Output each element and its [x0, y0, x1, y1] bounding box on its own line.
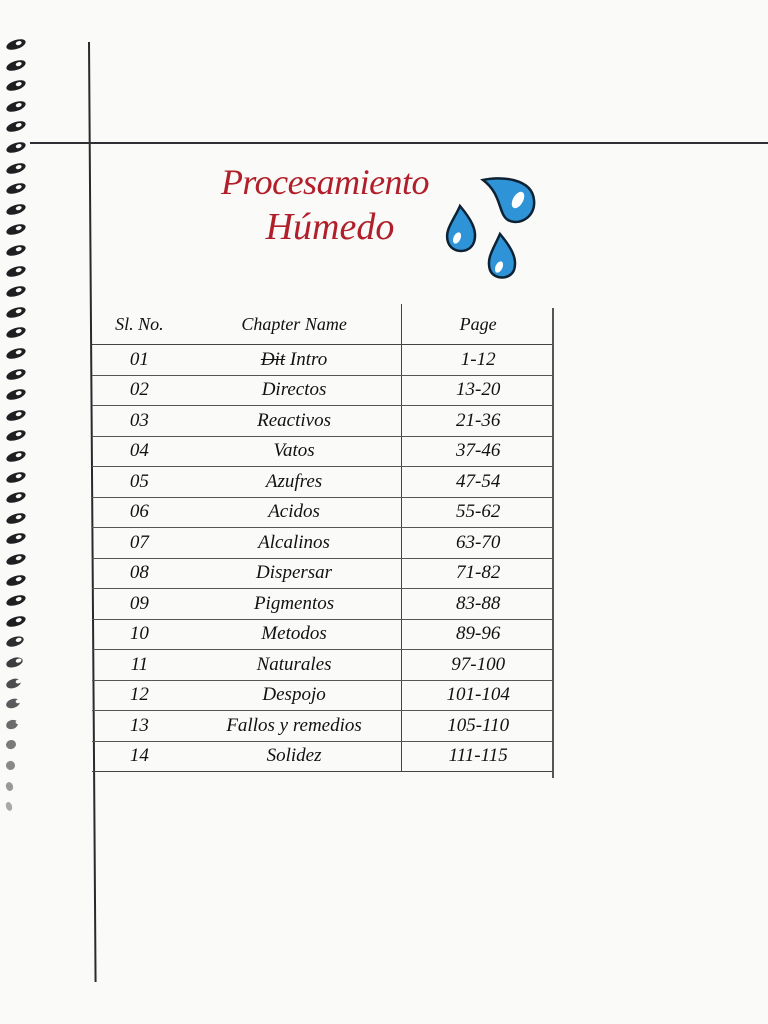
table-row — [92, 528, 554, 559]
row-chapter: Despojo — [187, 680, 402, 711]
row-chapter: Naturales — [187, 650, 402, 681]
spiral-coil — [5, 120, 27, 135]
row-number: 14 — [92, 741, 187, 772]
table-row — [92, 589, 554, 620]
spiral-binding — [0, 40, 34, 820]
title-line-2: Húmedo — [265, 205, 395, 248]
row-chapter: Acidos — [187, 497, 402, 528]
row-page: 105-110 — [402, 711, 554, 742]
spiral-coil — [5, 802, 13, 812]
row-chapter: Reactivos — [187, 406, 402, 437]
row-chapter: Solidez — [187, 741, 402, 772]
spiral-coil — [5, 470, 27, 485]
spiral-coil — [5, 37, 27, 52]
row-page: 37-46 — [402, 436, 554, 467]
spiral-coil — [5, 511, 27, 526]
spiral-coil — [5, 635, 25, 649]
table-right-border — [552, 308, 554, 778]
row-page: 97-100 — [402, 650, 554, 681]
row-number: 08 — [92, 558, 187, 589]
row-number: 11 — [92, 650, 187, 681]
spiral-coil — [5, 593, 27, 608]
page-title — [205, 163, 445, 248]
struck-text: Dit — [260, 348, 286, 370]
table-row — [92, 375, 554, 406]
spiral-coil — [5, 78, 27, 93]
spiral-coil — [5, 760, 16, 771]
table-row — [92, 497, 554, 528]
contents-table — [92, 304, 554, 772]
spiral-coil — [5, 243, 27, 258]
table-row — [92, 680, 554, 711]
row-page: 13-20 — [402, 375, 554, 406]
row-chapter: Pigmentos — [187, 589, 402, 620]
spiral-coil — [5, 676, 22, 689]
row-chapter: Vatos — [187, 436, 402, 467]
spiral-coil — [5, 387, 27, 402]
spiral-coil — [5, 264, 27, 279]
spiral-coil — [5, 781, 15, 792]
table-row — [92, 436, 554, 467]
row-chapter: Azufres — [187, 467, 402, 498]
row-number: 13 — [92, 711, 187, 742]
spiral-coil — [5, 223, 27, 238]
spiral-coil — [5, 140, 27, 155]
row-page: 89-96 — [402, 619, 554, 650]
row-number: 02 — [92, 375, 187, 406]
table-row — [92, 619, 554, 650]
table-row — [92, 406, 554, 437]
water-drops-icon — [440, 172, 540, 284]
table-row — [92, 345, 554, 376]
row-number: 06 — [92, 497, 187, 528]
row-chapter: Dispersar — [187, 558, 402, 589]
spiral-coil — [5, 284, 27, 299]
table-header-row — [92, 304, 554, 345]
row-page: 1-12 — [402, 345, 554, 376]
spiral-coil — [5, 99, 27, 114]
spiral-coil — [5, 614, 27, 629]
table-row — [92, 741, 554, 772]
row-number: 03 — [92, 406, 187, 437]
spiral-coil — [5, 552, 27, 567]
spiral-coil — [5, 181, 27, 196]
row-page: 101-104 — [402, 680, 554, 711]
header-number: Sl. No. — [92, 304, 187, 345]
spiral-coil — [5, 326, 27, 341]
spiral-coil — [5, 58, 27, 73]
row-number: 07 — [92, 528, 187, 559]
row-number: 09 — [92, 589, 187, 620]
table-row — [92, 711, 554, 742]
spiral-coil — [5, 697, 21, 710]
spiral-coil — [5, 739, 18, 751]
spiral-coil — [5, 305, 27, 320]
row-chapter-text: Intro — [289, 348, 328, 370]
row-chapter — [187, 345, 402, 376]
row-chapter: Metodos — [187, 619, 402, 650]
table-row — [92, 650, 554, 681]
spiral-coil — [5, 161, 27, 176]
row-chapter: Fallos y remedios — [187, 711, 402, 742]
header-chapter: Chapter Name — [187, 304, 402, 345]
row-number: 05 — [92, 467, 187, 498]
row-page: 55-62 — [402, 497, 554, 528]
spiral-coil — [5, 429, 27, 444]
spiral-coil — [5, 532, 27, 547]
spiral-coil — [5, 202, 27, 217]
title-line-1: Procesamiento — [220, 162, 430, 202]
table-row — [92, 558, 554, 589]
spiral-coil — [5, 718, 19, 730]
row-chapter: Alcalinos — [187, 528, 402, 559]
row-number: 01 — [92, 345, 187, 376]
spiral-coil — [5, 449, 27, 464]
row-page: 21-36 — [402, 406, 554, 437]
row-page: 83-88 — [402, 589, 554, 620]
row-page: 63-70 — [402, 528, 554, 559]
spiral-coil — [5, 346, 27, 361]
spiral-coil — [5, 490, 27, 505]
row-page: 111-115 — [402, 741, 554, 772]
row-page: 71-82 — [402, 558, 554, 589]
spiral-coil — [5, 367, 27, 382]
row-chapter: Directos — [187, 375, 402, 406]
row-number: 12 — [92, 680, 187, 711]
row-page: 47-54 — [402, 467, 554, 498]
row-number: 10 — [92, 619, 187, 650]
spiral-coil — [5, 656, 24, 670]
header-page: Page — [402, 304, 554, 345]
table-row — [92, 467, 554, 498]
header-rule — [30, 142, 768, 144]
spiral-coil — [5, 573, 27, 588]
row-number: 04 — [92, 436, 187, 467]
spiral-coil — [5, 408, 27, 423]
